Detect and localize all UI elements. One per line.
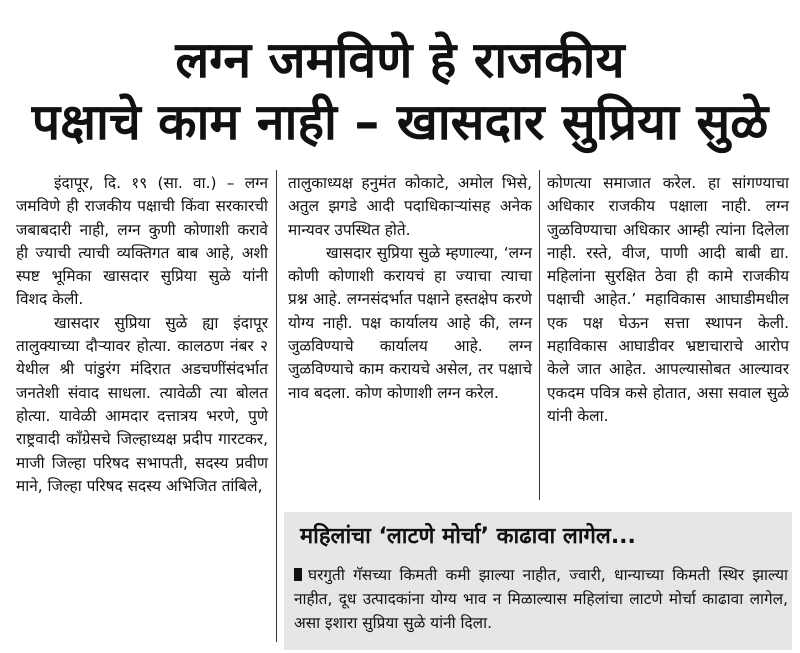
column-divider-1 xyxy=(276,170,277,642)
bullet-square-icon xyxy=(294,568,302,581)
column1-paragraph-1: इंदापूर, दि. १९ (सा. वा.) – लग्न जमविणे ही राजकीय पक्षाची किंवा सरकारची जबाबदारी नाही, लग्न कुणी कोणाशी करावे ही ज्याची त्याची व्यक्तिगत बाब आहे, अशी स्पष्ट भूमिका खासदार सुप्रिया सुळे यांनी विशद केली. xyxy=(16,174,268,309)
column-divider-2 xyxy=(539,170,540,500)
article-column-2 xyxy=(288,172,532,405)
column3-paragraph-1: कोणत्या समाजात करेल. हा सांगण्याचा अधिकार राजकीय पक्षाला नाही. लग्न जुळविण्याचा अधिकार आम्ही त्यांना दिलेला नाही. रस्ते, वीज, पाणी आदी बाबी द्या. महिलांना सुरक्षित ठेवा ही कामे राजकीय पक्षाची आहेत.’ महाविकास आघाडीमधील एक पक्ष घेऊन सत्ता स्थापन केली. महाविकास आघाडीवर भ्रष्टाचाराचे आरोप केले जात आहेत. आपल्यासोबत आल्यावर एकदम पवित्र कसे होतात, असा सवाल सुळे यांनी केला. xyxy=(547,174,789,425)
sidebar-body-block xyxy=(294,563,788,635)
article-column-3 xyxy=(547,172,789,428)
article-column-1 xyxy=(16,172,268,498)
headline-line-1: लग्न जमविणे हे राजकीय xyxy=(175,31,625,89)
sidebar-body: घरगुती गॅसच्या किमती कमी झाल्या नाहीत, ज्वारी, धान्याच्या किमती स्थिर झाल्या नाहीत, दूध उत्पादकांना योग्य भाव न मिळाल्यास महिलांचा लाटणे मोर्चा काढावा लागेल, असा इशारा सुप्रिया सुळे यांनी दिला. xyxy=(294,566,788,632)
column1-paragraph-2: खासदार सुप्रिया सुळे ह्या इंदापूर तालुक्याच्या दौऱ्यावर होत्या. कालठण नंबर २ येथील श्री पांडुरंग मंदिरात अडचणींसंदर्भात जनतेशी संवाद साधला. त्यावेळी त्या बोलत होत्या. यावेळी आमदार दत्तात्रय भरणे, पुणे राष्ट्रवादी काँग्रेसचे जिल्हाध्यक्ष प्रदीप गारटकर, माजी जिल्हा परिषद सभापती, सदस्य प्रवीण माने, जिल्हा परिषद सदस्य अभिजित तांबिले, xyxy=(16,313,268,495)
headline-line-2: पक्षाचे काम नाही – खासदार सुप्रिया सुळे xyxy=(31,93,769,151)
column2-paragraph-1: तालुकाध्यक्ष हनुमंत कोकाटे, अमोल भिसे, अतुल झगडे आदी पदाधिकाऱ्यांसह अनेक मान्यवर उपस्थित होते. xyxy=(288,174,532,239)
column2-paragraph-2: खासदार सुप्रिया सुळे म्हणाल्या, ‘लग्न कोणी कोणाशी करायचं हा ज्याचा त्याचा प्रश्न आहे. लग्नसंदर्भात पक्षाने हस्तक्षेप करणे योग्य नाही. पक्ष कार्यालय आहे की, लग्न जुळविण्याचे कार्यालय आहे. लग्न जुळविण्याचे काम करायचे असेल, तर पक्षाचे नाव बदला. कोण कोणाशी लग्न करेल. xyxy=(288,243,532,402)
sidebar-title: महिलांचा ‘लाटणे मोर्चा’ काढावा लागेल... xyxy=(300,524,636,549)
